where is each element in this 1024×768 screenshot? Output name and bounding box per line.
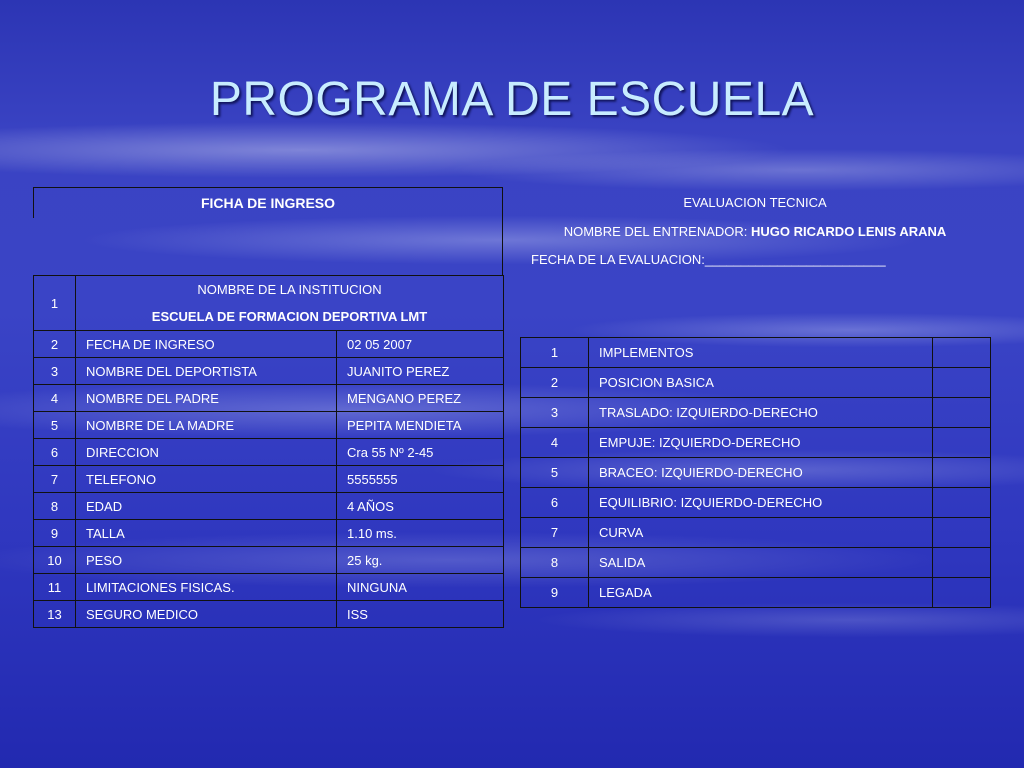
coach-label: NOMBRE DEL ENTRENADOR: [563,224,752,239]
row-number: 3 [34,358,76,385]
institution-label: NOMBRE DE LA INSTITUCION [197,282,382,297]
page-title: PROGRAMA DE ESCUELA [209,73,815,126]
row-label: EDAD [76,493,337,520]
table-row [34,412,504,439]
row-number: 10 [34,547,76,574]
item-label: POSICION BASICA [589,368,933,398]
table-row [521,428,991,458]
ficha-header-box [33,187,503,275]
border-line [33,187,503,188]
item-label: IMPLEMENTOS [589,338,933,368]
table-row [34,276,504,331]
table-row [34,331,504,358]
item-label: LEGADA [589,578,933,608]
institution-value: ESCUELA DE FORMACION DEPORTIVA LMT [151,309,428,324]
row-number: 13 [34,601,76,628]
item-number: 8 [521,548,589,578]
item-label: BRACEO: IZQUIERDO-DERECHO [589,458,933,488]
row-value: NINGUNA [337,574,504,601]
item-number: 4 [521,428,589,458]
table-row [521,398,991,428]
table-row [34,358,504,385]
item-score-cell[interactable] [933,428,991,458]
item-score-cell[interactable] [933,578,991,608]
item-score-cell[interactable] [933,398,991,428]
item-score-cell[interactable] [933,518,991,548]
row-label: TELEFONO [76,466,337,493]
row-value: PEPITA MENDIETA [337,412,504,439]
table-row [521,548,991,578]
row-number: 2 [34,331,76,358]
row-number: 9 [34,520,76,547]
row-value: 5555555 [337,466,504,493]
item-number: 7 [521,518,589,548]
table-row [34,439,504,466]
row-value: 25 kg. [337,547,504,574]
row-number: 8 [34,493,76,520]
item-number: 9 [521,578,589,608]
item-number: 3 [521,398,589,428]
table-row [521,368,991,398]
row-value: JUANITO PEREZ [337,358,504,385]
item-label: CURVA [589,518,933,548]
table-row [34,385,504,412]
row-label: SEGURO MEDICO [76,601,337,628]
item-score-cell[interactable] [933,368,991,398]
row-value: ISS [337,601,504,628]
item-label: SALIDA [589,548,933,578]
table-row [34,601,504,628]
item-score-cell[interactable] [933,338,991,368]
table-row [34,547,504,574]
table-row [34,493,504,520]
institution-cell [76,276,504,331]
row-label: TALLA [76,520,337,547]
row-number: 7 [34,466,76,493]
row-label: NOMBRE DEL PADRE [76,385,337,412]
row-label: NOMBRE DEL DEPORTISTA [76,358,337,385]
item-score-cell[interactable] [933,548,991,578]
table-row [34,466,504,493]
item-label: EQUILIBRIO: IZQUIERDO-DERECHO [589,488,933,518]
item-number: 1 [521,338,589,368]
row-value: 1.10 ms. [337,520,504,547]
row-label: PESO [76,547,337,574]
ficha-title: FICHA DE INGRESO [200,195,336,211]
item-label: EMPUJE: IZQUIERDO-DERECHO [589,428,933,458]
row-value: 02 05 2007 [337,331,504,358]
item-score-cell[interactable] [933,458,991,488]
item-score-cell[interactable] [933,488,991,518]
row-value: MENGANO PEREZ [337,385,504,412]
evaluation-table [520,337,991,608]
item-number: 2 [521,368,589,398]
row-number: 6 [34,439,76,466]
row-label: FECHA DE INGRESO [76,331,337,358]
table-row [34,574,504,601]
row-label: DIRECCION [76,439,337,466]
table-row [521,488,991,518]
coach-line [520,224,990,239]
item-label: TRASLADO: IZQUIERDO-DERECHO [589,398,933,428]
row-value: 4 AÑOS [337,493,504,520]
item-number: 6 [521,488,589,518]
item-number: 5 [521,458,589,488]
row-label: NOMBRE DE LA MADRE [76,412,337,439]
table-row [521,578,991,608]
row-value: Cra 55 Nº 2-45 [337,439,504,466]
table-row [521,518,991,548]
evaluation-date-line: FECHA DE LA EVALUACION:_________________________ [531,252,886,267]
evaluation-heading: EVALUACION TECNICA [683,195,827,210]
row-number: 11 [34,574,76,601]
coach-name: HUGO RICARDO LENIS ARANA [751,224,947,239]
table-row [521,458,991,488]
table-row [521,338,991,368]
row-number: 5 [34,412,76,439]
ficha-table [33,275,504,628]
row-label: LIMITACIONES FISICAS. [76,574,337,601]
row-number: 4 [34,385,76,412]
table-row [34,520,504,547]
row-number: 1 [34,276,76,331]
